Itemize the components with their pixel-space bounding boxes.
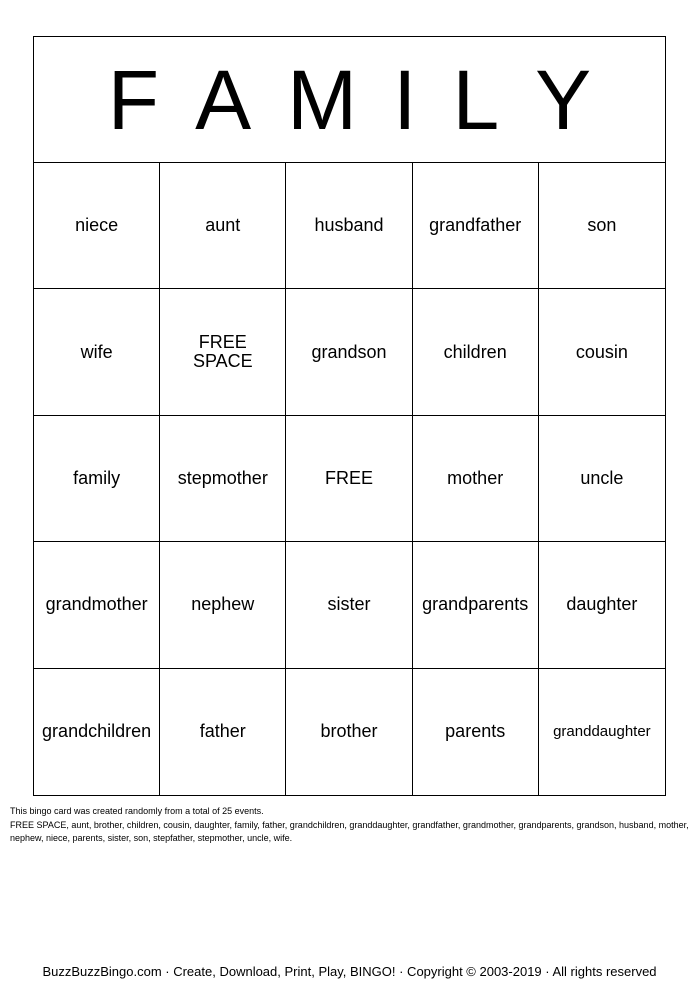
title-letter: M — [287, 52, 358, 147]
bingo-cell: grandfather — [413, 163, 539, 289]
bingo-cell: niece — [34, 163, 160, 289]
bingo-cell: nephew — [160, 542, 286, 668]
card-title — [34, 37, 665, 163]
bingo-cell: brother — [286, 669, 412, 795]
bingo-cell: stepmother — [160, 416, 286, 542]
note-summary: This bingo card was created randomly from a total of 25 events. — [10, 806, 264, 816]
bingo-cell: wife — [34, 289, 160, 415]
title-letter: I — [393, 52, 417, 147]
title-letter: A — [195, 52, 252, 147]
note-word-list: FREE SPACE, aunt, brother, children, cousin, daughter, family, father, grandchildren, granddaughter, grandfather, grandmother, grandparents, grandson, husband, mother, nephew, niece, parents, sister, son, stepfather, stepmother, uncle, wife. — [10, 819, 689, 843]
bingo-cell: mother — [413, 416, 539, 542]
title-letter: L — [452, 52, 500, 147]
bingo-cell: grandson — [286, 289, 412, 415]
bingo-cell: cousin — [539, 289, 665, 415]
bingo-cell: grandchildren — [34, 669, 160, 795]
free-space-cell: FREE SPACE — [160, 289, 286, 415]
card-note — [10, 805, 695, 846]
bingo-cell: father — [160, 669, 286, 795]
title-letter: Y — [535, 52, 592, 147]
bingo-cell: grandparents — [413, 542, 539, 668]
title-letter: F — [107, 52, 160, 147]
bingo-cell: son — [539, 163, 665, 289]
bingo-cell: granddaughter — [553, 722, 651, 740]
bingo-cell: grandmother — [34, 542, 160, 668]
bingo-cell: aunt — [160, 163, 286, 289]
bingo-cell: sister — [286, 542, 412, 668]
bingo-cell: uncle — [539, 416, 665, 542]
bingo-cell: children — [413, 289, 539, 415]
bingo-cell: daughter — [539, 542, 665, 668]
bingo-cell: parents — [413, 669, 539, 795]
page-footer: BuzzBuzzBingo.com · Create, Download, Print, Play, BINGO! · Copyright © 2003-2019 · All rights reserved — [42, 964, 657, 979]
bingo-card — [33, 36, 666, 796]
bingo-cell: husband — [286, 163, 412, 289]
bingo-cell: family — [34, 416, 160, 542]
free-cell: FREE — [286, 416, 412, 542]
